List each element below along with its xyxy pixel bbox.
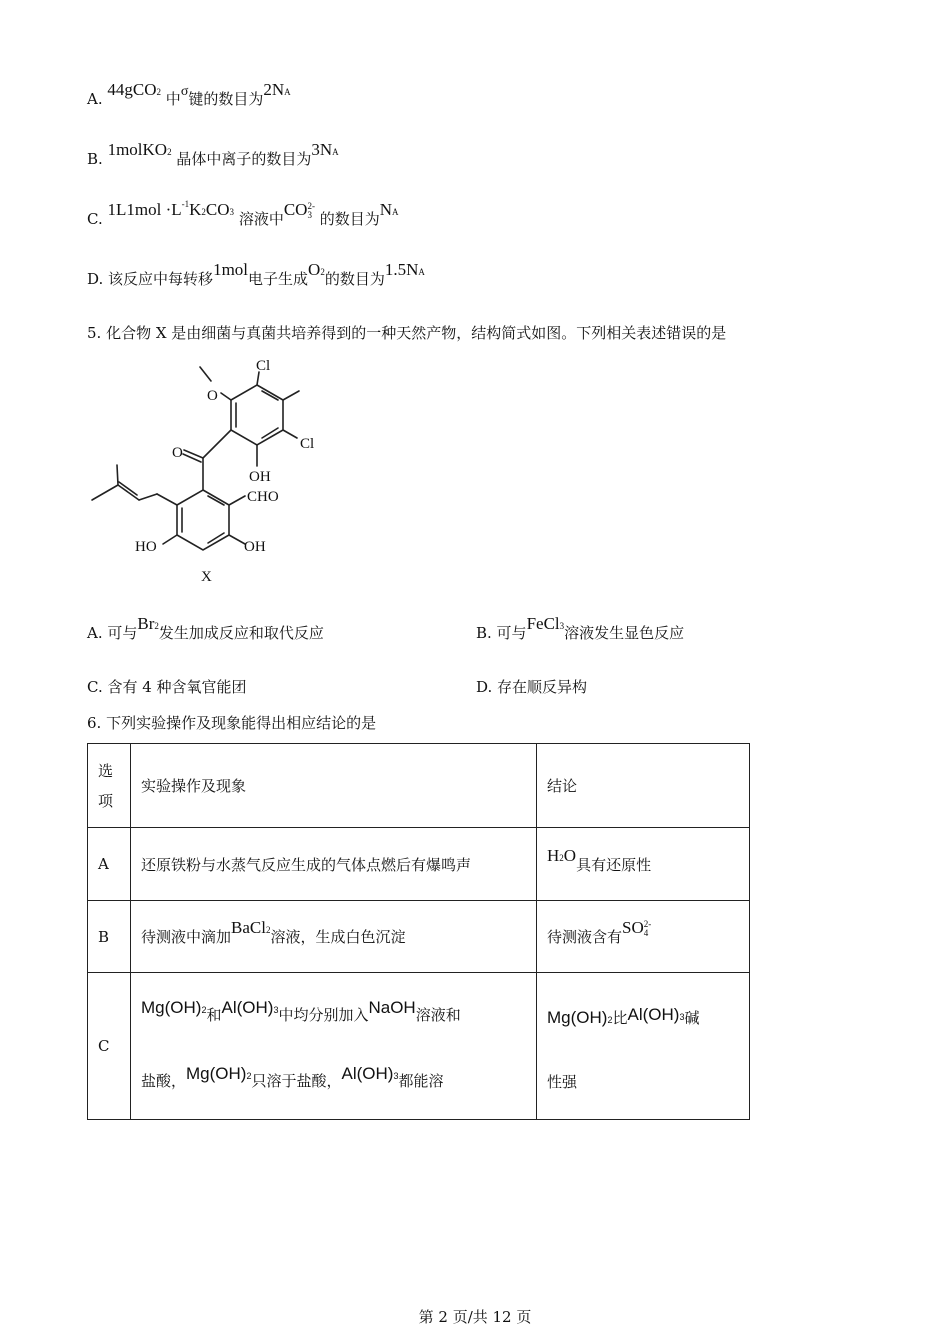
experiment-table	[87, 743, 750, 1120]
label-oh-top: OH	[249, 469, 271, 485]
label-o-methoxy: O	[207, 388, 218, 404]
q5-option-d: D. 存在顺反异构	[476, 678, 588, 696]
q4-option-a: A. 44gCO2 中σ键的数目为2NA	[87, 80, 291, 108]
label-cl-right: Cl	[300, 436, 315, 452]
page-footer: 第 2 页/共 12 页	[418, 1308, 532, 1326]
header-operation: 实验操作及现象	[131, 744, 537, 828]
q5-option-c: C. 含有 4 种含氧官能团	[87, 678, 247, 696]
q5-stem: 5. 化合物 X 是由细菌与真菌共培养得到的一种天然产物，结构简式如图。下列相关表述错误的是	[87, 324, 727, 342]
q6-stem: 6. 下列实验操作及现象能得出相应结论的是	[87, 714, 377, 732]
row-a-conclusion: H2O具有还原性	[537, 828, 750, 901]
row-b-option: B	[88, 901, 131, 973]
row-c-operation: Mg(OH)2和Al(OH)3中均分别加入NaOH溶液和 盐酸，Mg(OH)2只溶于盐酸，Al(OH)3都能溶	[131, 973, 537, 1120]
row-b-operation: 待测液中滴加BaCl2溶液，生成白色沉淀	[131, 901, 537, 973]
table-row-b	[88, 901, 750, 973]
q5-option-a: A. 可与Br2发生加成反应和取代反应	[87, 614, 324, 642]
label-oh-right: OH	[244, 539, 266, 555]
row-c-conclusion: Mg(OH)2比Al(OH)3碱 性强	[537, 973, 750, 1120]
row-a-option: A	[88, 828, 131, 901]
row-b-conclusion: 待测液含有SO 2- 4	[537, 901, 750, 973]
q5-option-b: B. 可与FeCl3溶液发生显色反应	[476, 614, 685, 642]
row-a-operation: 还原铁粉与水蒸气反应生成的气体点燃后有爆鸣声	[131, 828, 537, 901]
header-option: 选 项	[88, 744, 131, 828]
q4-option-d: D. 该反应中每转移1mol电子生成O2的数目为1.5NA	[87, 260, 425, 288]
row-c-option: C	[88, 973, 131, 1120]
q4-option-c: C. $1L1mol \cdot L^{-1}K2CO3$ 溶液中CO 2- 3 的数目为NA	[87, 199, 399, 228]
label-cl-top: Cl	[256, 358, 271, 374]
q4-option-b: B. 1molKO2 晶体中离子的数目为3NA	[87, 140, 339, 168]
label-x: X	[201, 569, 212, 585]
header-conclusion: 结论	[537, 744, 750, 828]
table-row-a	[88, 828, 750, 901]
compound-x-structure	[87, 350, 327, 590]
table-header-row	[88, 744, 750, 828]
label-cho: CHO	[247, 489, 279, 505]
label-ho-left: HO	[135, 539, 157, 555]
table-row-c	[88, 973, 750, 1120]
label-o-carbonyl: O	[172, 445, 183, 461]
